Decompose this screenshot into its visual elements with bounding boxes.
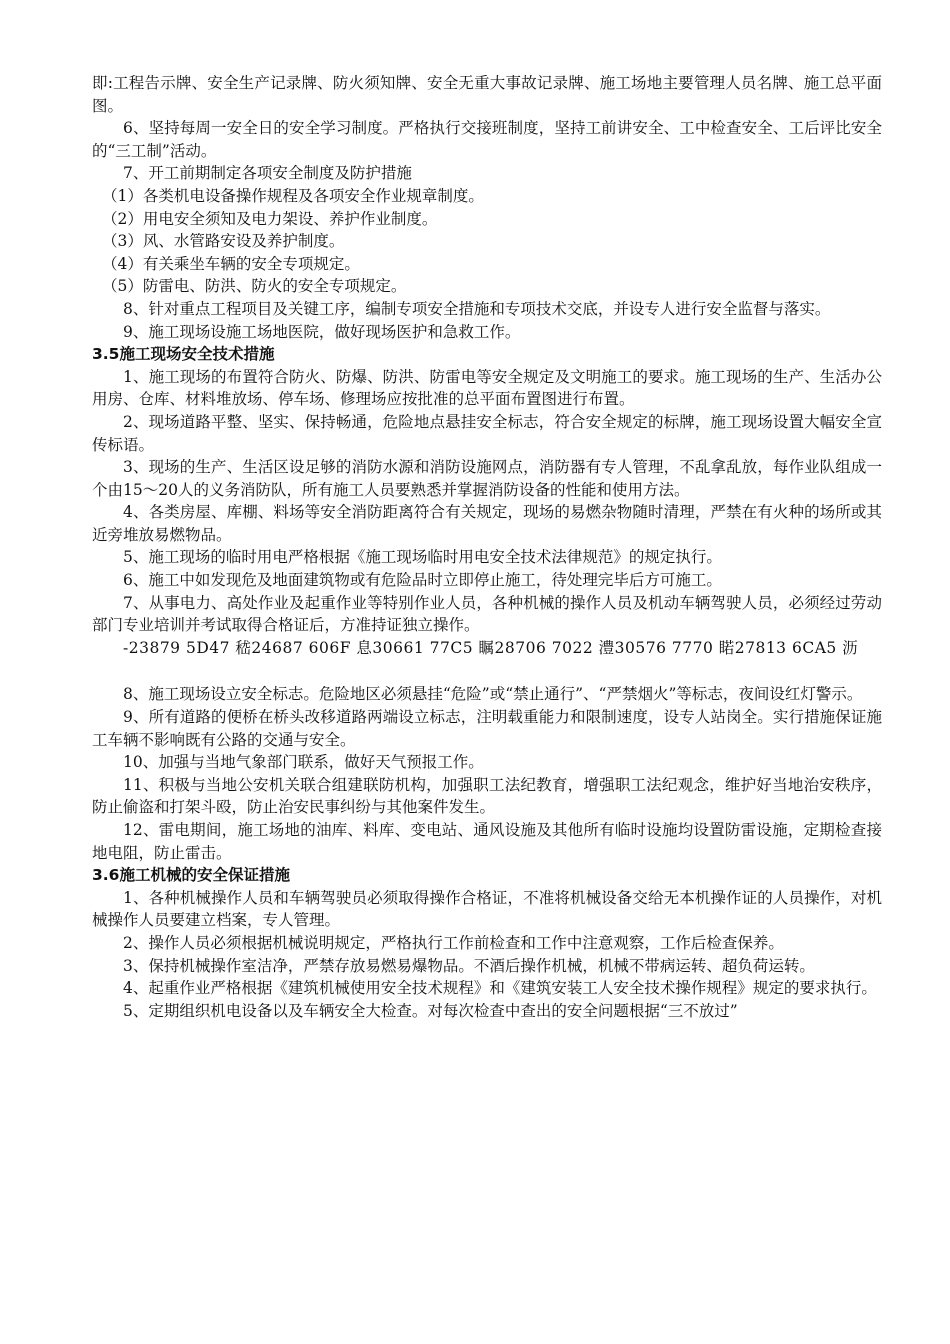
sub-item-3: （3）风、水管路安设及养护制度。 — [102, 232, 345, 251]
site-measure-7: 7、从事电力、高处作业及起重作业等特别作业人员，各种机械的操作人员及机动车辆驾驶人员，必须经过劳动部门专业培训并考试取得合格证后，方准持证独立操作。 — [92, 593, 882, 635]
site-measure-1: 1、施工现场的布置符合防火、防爆、防洪、防雷电等安全规定及文明施工的要求。施工现场的生产、生活办公用房、仓库、材料堆放场、停车场、修理场应按批准的总平面布置图进行布置。 — [92, 367, 882, 409]
section-heading-3-5: 3.5施工现场安全技术措施 — [92, 345, 275, 364]
paragraph-8: 8、针对重点工程项目及关键工序，编制专项安全措施和专项技术交底，并设专人进行安全监督与落实。 — [123, 299, 831, 318]
site-measure-3: 3、现场的生产、生活区设足够的消防水源和消防设施网点，消防器有专人管理，不乱拿乱放，每作业队组成一个由15～20人的义务消防队，所有施工人员要熟悉并掌握消防设备的性能和使用方法。 — [92, 458, 882, 499]
sub-item-5: （5）防雷电、防洪、防火的安全专项规定。 — [102, 277, 407, 296]
machine-measure-4: 4、起重作业严格根据《建筑机械使用安全技术规程》和《建筑安装工人安全技术操作规程》规定的要求执行。 — [123, 979, 877, 998]
paragraph-6: 6、坚持每周一安全日的安全学习制度。严格执行交接班制度，坚持工前讲安全、工中检查安全、工后评比安全的“三工制”活动。 — [92, 119, 882, 160]
site-measure-9: 9、所有道路的便桥在桥头改移道路两端设立标志，注明载重能力和限制速度，设专人站岗全。实行措施保证施工车辆不影响既有公路的交通与安全。 — [92, 708, 882, 749]
blank-gap — [92, 659, 882, 683]
paragraph-7: 7、开工前期制定各项安全制度及防护措施 — [123, 164, 412, 183]
paragraph-9: 9、施工现场设施工场地医院，做好现场医护和急救工作。 — [123, 322, 521, 341]
document-page — [92, 72, 882, 1022]
site-measure-11: 11、积极与当地公安机关联合组建联防机构，加强职工法纪教育，增强职工法纪观念，维护好当地治安秩序，防止偷盗和打架斗殴，防止治安民事纠纷与其他案件发生。 — [92, 775, 882, 817]
machine-measure-1: 1、各种机械操作人员和车辆驾驶员必须取得操作合格证，不准将机械设备交给无本机操作证的人员操作，对机械操作人员要建立档案，专人管理。 — [92, 888, 882, 930]
site-measure-4: 4、各类房屋、库棚、料场等安全消防距离符合有关规定，现场的易燃杂物随时清理，严禁在有火种的场所或其近旁堆放易燃物品。 — [92, 503, 882, 544]
site-measure-2: 2、现场道路平整、坚实、保持畅通，危险地点悬挂安全标志，符合安全规定的标牌，施工现场设置大幅安全宣传标语。 — [92, 412, 882, 454]
site-measure-5: 5、施工现场的临时用电严格根据《施工现场临时用电安全技术法律规范》的规定执行。 — [123, 548, 722, 567]
site-measure-12: 12、雷电期间，施工场地的油库、料库、变电站、通风设施及其他所有临时设施均设置防雷设施，定期检查接地电阻，防止雷击。 — [92, 821, 882, 862]
machine-measure-2: 2、操作人员必须根据机械说明规定，严格执行工作前检查和工作中注意观察，工作后检查保养。 — [123, 933, 784, 952]
sub-item-1: （1）各类机电设备操作规程及各项安全作业规章制度。 — [102, 186, 484, 205]
site-measure-10: 10、加强与当地气象部门联系，做好天气预报工作。 — [123, 753, 484, 772]
paragraph-intro: 即:工程告示牌、安全生产记录牌、防火须知牌、安全无重大事故记录牌、施工场地主要管理人员名牌、施工总平面图。 — [92, 74, 882, 115]
site-measure-6: 6、施工中如发现危及地面建筑物或有危险品时立即停止施工，待处理完毕后方可施工。 — [123, 571, 722, 590]
machine-measure-5: 5、定期组织机电设备以及车辆安全大检查。对每次检查中查出的安全问题根据“三不放过” — [123, 1001, 738, 1020]
site-measure-8: 8、施工现场设立安全标志。危险地区必须悬挂“危险”或“禁止通行”、“严禁烟火”等标志，夜间设红灯警示。 — [123, 685, 863, 704]
garbled-code-line: -23879 5D47 嵇24687 606F 息30661 77C5 瞩28706 7022 澧30576 7770 睰27813 6CA5 沥 — [123, 638, 859, 657]
machine-measure-3: 3、保持机械操作室洁净，严禁存放易燃易爆物品。不酒后操作机械，机械不带病运转、超负荷运转。 — [123, 956, 815, 975]
section-heading-3-6: 3.6施工机械的安全保证措施 — [92, 866, 290, 885]
sub-item-2: （2）用电安全须知及电力架设、养护作业制度。 — [102, 209, 438, 228]
sub-item-4: （4）有关乘坐车辆的安全专项规定。 — [102, 254, 360, 273]
